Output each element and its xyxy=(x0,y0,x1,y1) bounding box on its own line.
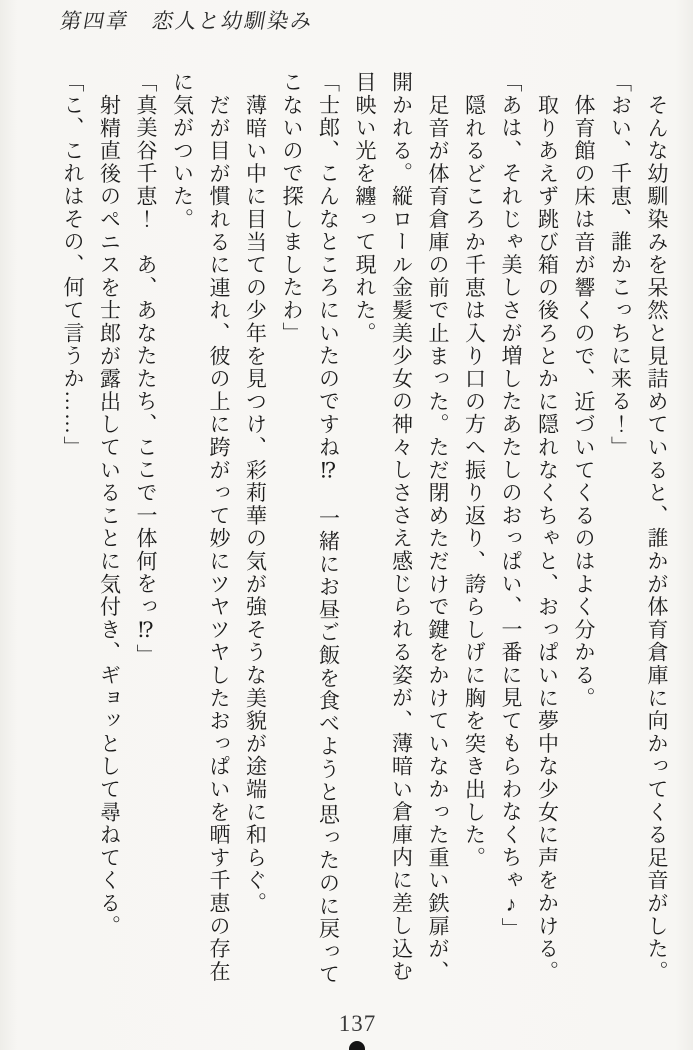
page-number: 137 xyxy=(338,1011,377,1036)
paragraph: 「真美谷千恵！ あ、あなたたち、ここで一体何をっ⁉」 xyxy=(134,71,158,667)
paragraph: 体育館の床は音が響くので、近づいてくるのはよく分かる。 xyxy=(572,94,596,710)
paragraph: 足音が体育倉庫の前で止まった。ただ閉めただけで鍵をかけていなかった重い鉄扉が、開かれる。縦ロール金髪美少女の神々しささえ感じられる姿が、薄暗い倉庫内に差し込む目映い光を纏って現れた。 xyxy=(353,71,450,984)
paragraph: 取りあえず跳び箱の後ろとかに隠れなくちゃと、おっぱいに夢中な少女に声をかける。 xyxy=(535,94,560,984)
paragraph: 「士郎、こんなところにいたのですね⁉ 一緒にお昼ご飯を食べようと思ったのに戻ってこないので探しましたわ」 xyxy=(280,71,341,986)
paragraph: だが目が慣れるに連れ、彼の上に跨がって妙にツヤツヤしたおっぱいを晒す千恵の存在に気がついた。 xyxy=(170,71,231,984)
paragraph: 「あは、それじゃ美しさが増したあたしのおっぱい、一番に見てもらわなくちゃ♪」 xyxy=(499,71,523,941)
chapter-header: 第四章 恋人と幼馴染み xyxy=(58,9,316,33)
paragraph: 「おい、千恵、誰かこっちに来る！」 xyxy=(608,71,633,459)
paragraph: 射精直後のペニスを士郎が露出していることに気付き、ギョッとして尋ねてくる。 xyxy=(97,94,122,938)
paragraph: 隠れるどころか千恵は入り口の方へ振り返り、誇らしげに胸を突き出した。 xyxy=(462,94,487,870)
paragraph: 「こ、これはその、何て言うか……」 xyxy=(61,71,85,459)
page-marker-dot-icon xyxy=(349,1041,365,1050)
paragraph: 薄暗い中に目当ての少年を見つけ、彩莉華の気が強そうな美貌が途端に和らぐ。 xyxy=(243,94,268,915)
paragraph: そんな幼馴染みを呆然と見詰めていると、誰かが体育倉庫に向かってくる足音がした。 xyxy=(645,94,669,984)
body-text-block xyxy=(55,71,676,991)
